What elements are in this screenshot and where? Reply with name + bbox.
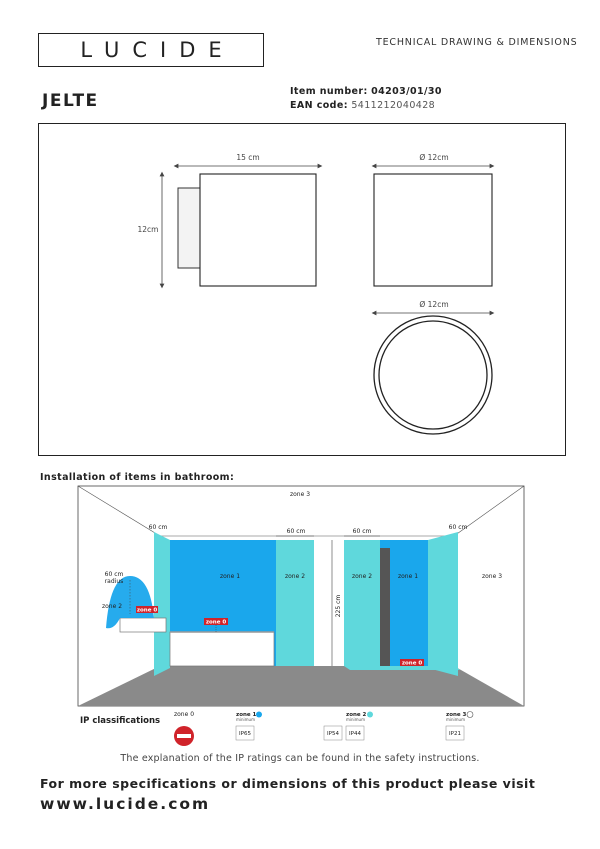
ip-zone2-rating-b: IP44 [349, 731, 361, 737]
mounting-plate [178, 188, 200, 268]
safety-note: The explanation of the IP ratings can be found in the safety instructions. [120, 753, 480, 764]
ip-classifications [0, 706, 600, 750]
item-number-value: 04203/01/30 [371, 86, 442, 97]
ip-zone1-rating: IP65 [239, 731, 251, 737]
zone3-dot-icon [467, 712, 473, 718]
dim-60-right: 60 cm [448, 524, 468, 531]
ip-zone3-label: zone 3 [446, 712, 467, 718]
zone2-bath-side [276, 540, 314, 666]
ean-code-label: EAN code: [290, 100, 348, 111]
zone2-right-wall [428, 532, 458, 676]
dim-60-left: 60 cm [148, 524, 168, 531]
dim-60-mid2: 60 cm [352, 528, 372, 535]
ip-classifications-title: IP classifications [80, 716, 161, 726]
zone2-left-label: zone 2 [284, 573, 306, 580]
ip-zone2-minimum: minimum [346, 717, 365, 722]
item-number-label: Item number: [290, 86, 368, 97]
front-diameter-label: Ø 12cm [419, 153, 449, 162]
zone1-right-label: zone 1 [397, 573, 419, 580]
zone0-bath-label: zone 0 [205, 619, 227, 626]
product-name: JELTE [42, 91, 99, 111]
bathroom-section-title: Installation of items in bathroom: [40, 472, 235, 483]
sink [120, 618, 166, 632]
ip-zone1-label: zone 1 [236, 712, 257, 718]
zone0-shower-label: zone 0 [401, 660, 423, 667]
ip-zone0-label: zone 0 [173, 711, 195, 718]
zone2-sink-label: zone 2 [101, 603, 123, 610]
dim-60-mid1: 60 cm [286, 528, 306, 535]
zone1-dot-icon [256, 712, 262, 718]
top-diameter-label: Ø 12cm [419, 300, 449, 309]
zone3-top-label: zone 3 [289, 491, 311, 498]
fixture-front-view [374, 174, 492, 286]
zone3-right-label: zone 3 [481, 573, 503, 580]
zone2-shower-side [344, 540, 380, 666]
footer-text: For more specifications or dimensions of this product please visit [40, 776, 536, 791]
zone2-left-wall [154, 532, 170, 676]
zone2-right-label: zone 2 [351, 573, 373, 580]
ean-code-value: 5411212040428 [351, 100, 436, 111]
ip-zone2-rating-a: IP54 [327, 731, 339, 737]
ip-zone3-rating: IP21 [449, 731, 461, 737]
website-link[interactable]: www.lucide.com [40, 795, 211, 813]
zone2-dot-icon [367, 712, 373, 718]
zone0-sink-label: zone 0 [136, 607, 158, 614]
fixture-side-view [200, 174, 316, 286]
height-225-label: 225 cm [335, 594, 342, 618]
bathtub [170, 632, 274, 666]
radius-label-a: 60 cm [104, 571, 124, 578]
side-height-label: 12cm [137, 225, 159, 234]
fixture-top-view-inner [379, 321, 487, 429]
radius-label-b: radius [104, 578, 124, 585]
ip-zone1-minimum: minimum [236, 717, 255, 722]
brand-logo: LUCIDE [80, 38, 235, 62]
document-type: TECHNICAL DRAWING & DIMENSIONS [376, 37, 578, 48]
ip-zone3-minimum: minimum [446, 717, 465, 722]
ip-zone2-label: zone 2 [346, 712, 367, 718]
zone1-left-label: zone 1 [219, 573, 241, 580]
side-width-label: 15 cm [236, 153, 260, 162]
shower-glass-panel [380, 548, 390, 666]
